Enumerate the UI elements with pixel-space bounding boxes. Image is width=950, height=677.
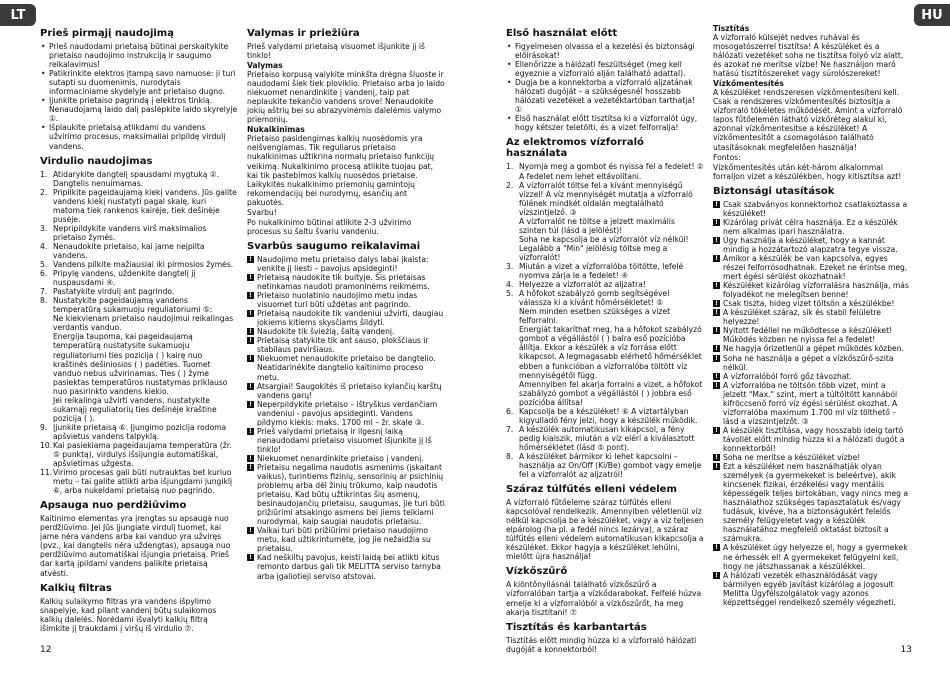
heading-before-first-use: Prieš pirmąjį naudojimą: [40, 28, 174, 39]
warning-item: ! Kizárólag privát célra használja. Ez a készülék nem alkalmas ipari használatra.: [713, 218, 911, 236]
list-item: • Dugja be a konnektorba a vízforraló aljzatának hálózati dugóját – a szükségesnél hosszabb hálózati vezetéket a vezetéktartóban tarthatja! ①: [506, 78, 704, 114]
care-intro: Prieš valydami prietaisą visuomet išjunkite jį iš tinklo!: [247, 42, 425, 61]
lt-column-1: [40, 24, 238, 634]
list-item: 3. Nepripildykite vandens virš maksimalios prietaiso žymės.: [40, 223, 207, 242]
warning-item: ! Vaikai turi būti prižiūrimi prietaiso naudojimo metu, kad užtikrintumėte, jog jie nežaidžia su prietaisu.: [247, 526, 445, 553]
warning-item: ! Prietaisą naudokite tik buityje. Šis prietaisas netinkamas naudoti pramoninėms reikmėms.: [247, 273, 445, 291]
warning-item: ! Készüléket kizárólag vízforralásra használja, más folyadékot ne melegítsen benne!: [713, 281, 911, 299]
list-item: 4. Nenaudokite prietaiso, kai jame neįpilta vandens.: [40, 241, 205, 260]
list-item: 7. A készülék automatikusan kikapcsol, a fény pedig kialszik, miután a víz elérí a kiválasztott hőmérsékletet (lásd ⑤ pont).: [506, 424, 695, 452]
list-item: • Első használat előtt tisztítsa ki a vízforralót úgy, hogy kétszer teletölti, és a vizet felforralja!: [506, 114, 704, 132]
list-item: A vízforralót ne töltse a jelzett maximális szinten túl (lásd a jelölést)!: [519, 216, 675, 235]
kettle-use-list: [40, 170, 238, 496]
language-tab-lt: LT: [0, 4, 36, 26]
hu-column-2: [713, 24, 911, 607]
list-item: 9. Įjunkite prietaisą ⑥. Įjungimo pozicija rodoma apšvietus vandens talpyklą.: [40, 422, 227, 441]
list-item: 5. Vandens pilkite mažiausiai iki pirmosios žymės.: [40, 260, 234, 270]
safety-list: [247, 255, 445, 581]
list-item: 6. Pripylę vandens, uždenkite dangtelį jį nuspausdami ④.: [40, 269, 196, 288]
page-number-right: 13: [900, 645, 912, 655]
descaling-text: A készüléket rendszeresen vízkőmentesíteni kell. Csak a rendszeres vízkőmentesítés biztosítja a vízforraló tökéletes működését. Amint a vízforraló lapos fűtőelemén látható vízkőréteg alakul ki, azonnal vízkőmentesítse a készüléket! A vízkőmentesítőt a csomagoláson található utasításoknak megfelelően használja!: [713, 88, 903, 152]
first-use-list: [40, 42, 238, 151]
list-item: Ne kiekvienam prietaiso naudojimui reikalingas verdantis vanduo.: [53, 314, 234, 333]
list-item: Energiát takaríthat meg, ha a hőfokot szabályzó gombot a végállástól ( ) balra eső pozícióba állítja. Ekkor a készülék a víz forrása előtt kikapcsol. A legmagasabb elérhető hőmérséklet ebben a funkcióban a vízforralóba töltött víz mennyiségétől függ.: [519, 325, 702, 380]
page-number-left: 12: [40, 645, 52, 655]
list-item: • Ellenőrizze a hálózati feszültséget (meg kell egyeznie a vízforraló alján található adattal).: [506, 60, 704, 78]
warning-item: ! Prieš valydami prietaisą ir ilgesnį laiką nenaudodami prietaiso visuomet išjunkite jį iš tinklo!: [247, 427, 445, 454]
warning-item: ! Niekuomet nenaudokite prietaiso be dangtelio. Neatidarinėkite dangtelio kaitinimo proceso metu.: [247, 354, 445, 381]
list-item: 1. Nyomja meg a gombot és nyissa fel a fedelet! ② A fedelet nem lehet eltávolítani.: [506, 162, 704, 181]
hu-column-1: [506, 24, 704, 655]
warning-item: ! A készüléket úgy helyezze el, hogy a gyermekek ne érhessék el! A gyermekeket felügyelni kell, hogy ne játszhassanak a készülékkel.: [713, 543, 911, 570]
list-item: • Patikrinkite elektros įtampą savo namuose: ji turi sutapti su duomenimis, nurodytais informaciniame skydelyje ant prietaiso dugno.: [40, 69, 238, 96]
list-item: 3. Miután a vizet a vízforralóba töltötte, lefelé nyomva zárja le a fedelet! ④: [506, 261, 684, 281]
cleaning-text: A vízforraló külsejét nedves ruhával és mosogatószerrel tisztítsa! A készüléket és a hálózati vezetéket soha ne tisztítsa folyó víz alatt, és azokat ne merítse vízbe! Ne használjon maró hatású tisztítószereket vagy súrolószereket!: [713, 33, 904, 79]
heading-cleaning: Valymas: [247, 61, 283, 71]
dry-protection-text: Kaitinimo elementas yra įrengtas su apsauga nuo perdžiūvimo. Jei Jūs įjungiate virdulį tuomet, kai jame nėra vandens arba kai vanduo yra užviręs (pvz., kai dangtelis nėra uždengtas), apsauga nuo perdžiūvimo automatiškai išjungia prietaisą. Prieš dar kartą įpildami vandens palikite prietaisą atvėsti.: [40, 514, 231, 578]
safety-list: [713, 200, 911, 607]
language-tab-hu: HU: [914, 4, 950, 26]
heading-safety: Biztonsági utasítások: [713, 185, 835, 197]
heading-kettle-use: Az elektromos vízforraló használata: [506, 137, 644, 160]
warning-item: ! Prietaisu negalima naudotis asmenims (įskaitant vaikus), turintiems fizinių, sensorinių ar psichinių problemų arba dėl žinių trūkumo, kaip naudotis prietaisu. Kad būtų užtikrintas šių asmenų, besinaudojančių prietaisu, saugumas, jie turi būti prižiūrimi atsakingo asmens bei jiems teikiami nurodymai, kaip saugiai naudotis prietaisu.: [247, 463, 445, 526]
warning-item: ! A vízforralóba ne töltsön több vizet, mint a jelzett "Max." szint, mert a túltöltött kannából kifröccsenő forró víz égési sérülést okozhat. A vízforralóba maximum 1.700 ml víz tölthető – lásd a vízszintjelzőt. ③: [713, 381, 911, 426]
warning-item: ! Prietaiso nuolatinio naudojimo metu indas visuomet turi būti uždėtas ant pagrindo.: [247, 291, 445, 309]
descaling-tail: Po nukalkinimo būtinai atlikite 2-3 užvirimo procesus su šaltu švariu vandeniu.: [247, 217, 412, 236]
lt-column-2: [247, 24, 445, 581]
list-item: • Prieš naudodami prietaisą būtinai perskaitykite prietaiso naudojimo instrukciją ir saugumo reikalavimus!: [40, 42, 238, 69]
heading-care: Valymas ir priežiūra: [247, 28, 360, 39]
list-item: 10. Kai pasiekiama pageidaujama temperatūra (žr. ⑤ punktą), virdulys išsijungia automatiškai, apšvietimas užgesta.: [40, 440, 232, 469]
list-item: 11. Virimo procesas gali būti nutrauktas bet kuriuo metu – tai galite atlikti arba išjungdami jungiklį ⑥, arba nukeldami prietaisą nuo pagrindo.: [40, 468, 233, 496]
cleaning-care-text: Tisztítás előtt mindig húzza ki a vízforraló hálózati dugóját a konnektorból!: [506, 635, 697, 654]
warning-item: ! A hálózati vezeték elhasználódását vagy bármilyen egyéb javítást kizárólag a jogosult Melitta Ügyfélszolgálatok vagy azonos képzettséggel rendelkező személy végezheti.: [713, 571, 911, 607]
list-item: Energija taupoma, kai pageidaujamą temperatūrą nustatysite sukamuoju reguliatoriumi ties pozicija ( ) kairę nuo kraštinės dešiniosios ( ) padėties. Tuomet vanduo nebus užvirinamas. Ties ( ) žyme pasiektas temperatūros nustatymas priklauso nuo pasirinkto vandens kiekio.: [53, 332, 228, 396]
list-item: 5. A hőfokot szabályzó gomb segítségével válassza ki a kívánt hőmérsékletet! ⑤: [506, 289, 670, 308]
warning-item: ! A készüléket száraz, sík és stabil felületre helyezze!: [713, 308, 911, 326]
list-item: Soha ne kapcsolja be a vízforralót víz nélkül! Legalább a "Min" jelölésig töltse meg a vízforralót!: [519, 234, 689, 262]
dry-protection-text: A vízforraló fűtőeleme száraz túlfűtés elleni kapcsolóval rendelkezik. Amennyiben véletlenül víz nélkül kapcsolja be a készüléket, vagy a víz teljesen elpárolog (ha pl. a fedél nincs lezárva), a száraz túlfűtés elleni védelem automatikusan kikapcsolja a készüléket. Ekkor hagyja a készüléket lehűlni, mielőtt újra használja!: [506, 498, 704, 562]
heading-safety: Svarbūs saugumo reikalavimai: [247, 240, 421, 252]
heading-cleaning-care: Tisztítás és karbantartás: [506, 621, 647, 633]
warning-item: ! Ezt a készüléket nem használhatják olyan személyek (a gyermekeket is beleértve), akik kincsenek fizikai, érzékelési vagy mentális képességeik teljes birtokában, vagy nincs meg a használathoz szükséges tapasztalatuk és/vagy tudásuk, kivéve, ha a biztonságukért felelős személy felügyeletet vagy a készülék használatához megfelelő oktatást biztosít a számukra.: [713, 462, 911, 543]
kettle-use-list: [506, 162, 704, 479]
list-item: Amennyiben fel akarja forralni a vizet, a hőfokot szabályzó gombot a végállástól ( ) jobbra eső pozícióba állítsa!: [519, 379, 703, 407]
list-item: 2. Pripilkite pageidaujamą kiekį vandens. Jūs galite vandens kiekį nustatyti pagal skalę, kuri matoma tiek rankenos kairėje, tiek dešinėje pusėje.: [40, 187, 237, 224]
descaling-important: Svarbu!: [247, 207, 277, 217]
list-item: • Įjunkite prietaiso pagrindą į elektros tinklą. Nenaudojamą laido dalį paslėpkite laido skyrelyje ①.: [40, 96, 238, 123]
warning-item: ! Amikor a készülék be van kapcsolva, egyes részei felforrósodhatnak. Ezeket ne érintse meg, mert égési sérülést okozhatnak!: [713, 254, 911, 281]
list-item: 8. Nustatykite pageidaujamą vandens temperatūrą sukamuoju reguliatoriumi ⑤:: [40, 296, 213, 315]
warning-item: ! Prietaisą naudokite tik vandeniui užvirti, daugiau jokiems kitiems skysčiams šildyti.: [247, 309, 445, 327]
heading-before-first-use: Első használat előtt: [506, 28, 618, 39]
list-item: • Figyelmesen olvassa el a kezelési és biztonsági előírásokat!: [506, 42, 704, 60]
descaling-tail: Vízkőmentesítés után két-három alkalommal forraljon vizet a készülékben, hogy kitisztítsa azt!: [713, 162, 902, 181]
heading-kettle-use: Virdulio naudojimas: [40, 155, 153, 167]
warning-item: ! Atsargiai! Saugokitės iš prietaiso kylančių karštų vandens garų!: [247, 382, 445, 400]
scale-filter-text: A kiöntőnyílásnál található vízkőszűrő a vízforralóban tartja a vízkődarabokat. Felfelé húzva emelje ki a vízforralóból a vízkőszűrőt, ha meg akarja tisztítani! ⑦: [506, 580, 702, 617]
heading-descaling: Vízkőmentesítés: [713, 79, 784, 89]
heading-dry-protection: Apsauga nuo perdžiūvimo: [40, 500, 187, 512]
warning-item: ! Naudojimo metu prietaiso dalys labai įkaista: venkite jį liesti – pavojus apsideginti!: [247, 255, 445, 273]
list-item: • Išplaukite prietaisą atlikdami du vandens užvirimo procesus, maksimaliai pripildę virdulį vandens.: [40, 123, 238, 150]
cleaning-text: Prietaiso korpusą valykite minkšta drėgna šluoste ir naudodami šiek tiek ploviklio. Prietaiso arba jo laido niekuomet nenardinkite į vandenį, taip pat neplaukite tekančio vandens srove! Nenaudokite jokių aštrių bei su abrazyvinėmis dalelėmis valymo priemonių.: [247, 70, 445, 125]
warning-item: ! Neperpildykite prietaiso – ištryškus verdančiam vandeniui - pavojus apsideginti. Vandens pildymo kiekis: maks. 1700 ml – žr. skale ③.: [247, 400, 445, 427]
warning-item: ! Csak szabványos konnektorhoz csatlakoztassa a készüléket!: [713, 200, 911, 218]
warning-item: ! Kad neškiltų pavojus, keisti laidą bei atlikti kitus remonto darbus gali tik MELITTA serviso tarnyba arba įgaliotieji serviso atstovai.: [247, 553, 445, 580]
descaling-text: Prietaiso pasidengimas kalkių nuosėdomis yra neišvengiamas. Tik reguliarus prietaiso nukalkinimas užtikrina normalų prietaiso funkcijų veikimą. Nukalkinimo procesą atlikite tuojau pat, kai tik pastebimos kalkių nuosėdos prietaise. Laikykitės nukalkinimo priemonių gamintojų rekomendacijų bei nurodymų, esančių ant pakuotės.: [247, 134, 435, 207]
list-item: 7. Pastatykite virdulį ant pagrindo.: [40, 287, 175, 297]
warning-item: ! Ne hagyja őrizetlenül a gépet működés közben.: [713, 344, 911, 353]
heading-dry-protection: Száraz túlfűtés elleni védelem: [506, 484, 677, 496]
list-item: 4. Helyezze a vízforralót az aljzatra!: [506, 280, 646, 290]
heading-scale-filter: Kalkių filtras: [40, 582, 112, 594]
warning-item: ! Csak tiszta, hideg vizet töltsön a készülékbe!: [713, 299, 911, 308]
warning-item: ! Nyitott fedéllel ne működtesse a készüléket! Működés közben ne nyissa fel a fedelet!: [713, 326, 911, 344]
warning-item: ! Niekuomet nenardinkite prietaiso į vandenį.: [247, 454, 445, 463]
heading-descaling: Nukalkinimas: [247, 125, 305, 135]
scale-filter-text: Kalkių sulaikymo filtras yra vandens išpylimo snapelyje, kad pilant vandenį būtų sulaikomos kalkių dalelės. Norėdami išvalyti kalkių filtrą išimkite jį traukdami į viršų iš virdulio ⑦.: [40, 596, 217, 633]
list-item: 2. A vízforralót töltse fel a kívánt mennyiségű vízzel! A víz mennyiségét mutatja a vízforraló fülének mindkét oldalán megtalálható vízszintjelző. ③: [506, 180, 693, 217]
list-item: Nem minden esetben szükséges a vizet felforralni.: [519, 307, 671, 326]
warning-item: ! Naudokite tik švieżią, šaltą vandenį.: [247, 327, 445, 336]
list-item: 6. Kapcsolja be a készüléket! ⑥ A víztartályban kigyulladó fény jelzi, hogy a készülék működik.: [506, 406, 698, 425]
list-item: 1. Atidarykite dangtelį spausdami mygtuką ②. Dangtelis nenuimamas.: [40, 169, 219, 188]
list-item: 8. A készüléket bármikor ki lehet kapcsolni – használja az On/Off (Ki/Be) gombot vagy emelje fel a vízforralót az aljzatról!: [506, 451, 702, 480]
warning-item: ! Soha ne használja a gépet a vízkőszűrő-szita nélkül.: [713, 354, 911, 372]
descaling-important: Fontos:: [713, 152, 741, 162]
warning-item: ! Prietaisą statykite tik ant sauso, plokščiaus ir stabilaus paviršiaus.: [247, 336, 445, 354]
heading-scale-filter: Vízkőszűrő: [506, 566, 568, 578]
warning-item: ! A készülék tisztítása, vagy hosszabb ideig tartó távollét előtt mindig húzza ki a hálózati dugót a konnektorból!: [713, 426, 911, 453]
heading-cleaning: Tisztítás: [713, 24, 750, 33]
warning-item: ! A vízforralóból forró gőz távozhat.: [713, 372, 911, 381]
page-gutter: [475, 0, 476, 677]
first-use-list: [506, 42, 704, 132]
warning-item: ! Soha ne merítse a készüléket vízbe!: [713, 453, 911, 462]
warning-item: ! Úgy használja a készüléket, hogy a kannát mindig a hozzátartozó alapzatra tegye vissza.: [713, 236, 911, 254]
list-item: Jei reikalinga užvirti vandens, nustatykite sukamąjį reguliatorių ties dešinėje kraštine pozicija ( ).: [53, 395, 217, 423]
